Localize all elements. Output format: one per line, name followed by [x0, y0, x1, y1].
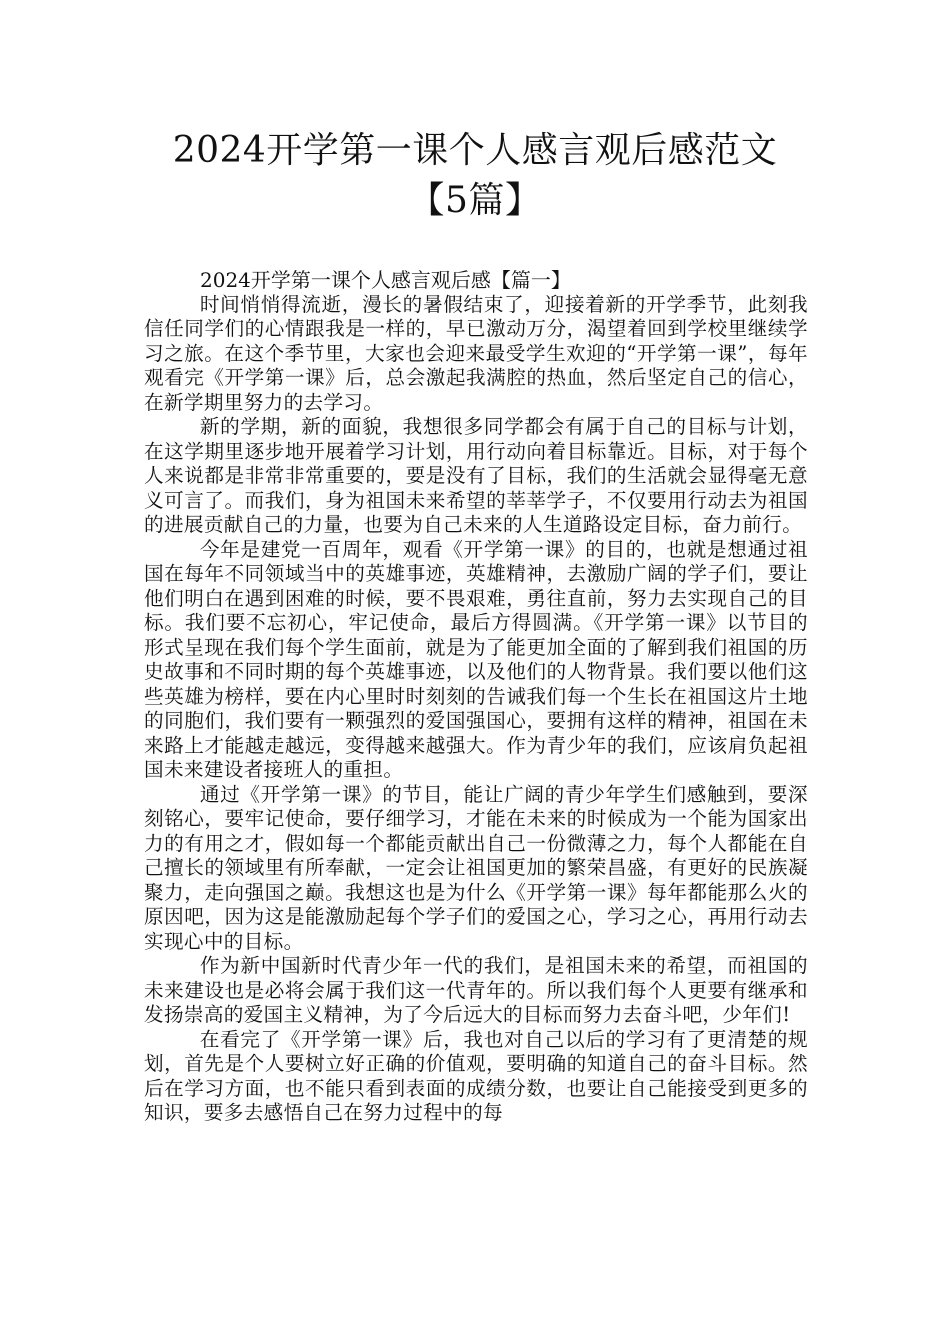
paragraph-3: 今年是建党一百周年，观看《开学第一课》的目的，也就是想通过祖国在每年不同领域当中的英雄事迹，英雄精神，去激励广阔的学子们，要让他们明白在遇到困难的时候，要不畏艰难，勇往直前，努力去实现自己的目标。我们要不忘初心，牢记使命，最后方得圆满。《开学第一课》以节目的形式呈现在我们每个学生面前，就是为了能更加全面的了解到我们祖国的历史故事和不同时期的每个英雄事迹，以及他们的人物背景。我们要以他们这些英雄为榜样，要在内心里时时刻刻的告诫我们每一个生长在祖国这片土地的同胞们，我们要有一颗强烈的爱国强国心，要拥有这样的精神，祖国在未来路上才能越走越远，变得越来越强大。作为青少年的我们，应该肩负起祖国未来建设者接班人的重担。 [144, 537, 808, 781]
document-title: 2024开学第一课个人感言观后感范文【5篇】 [172, 130, 778, 221]
document-body [144, 268, 808, 1126]
section-heading: 2024开学第一课个人感言观后感【篇一】 [200, 268, 571, 292]
paragraph-2: 新的学期，新的面貌，我想很多同学都会有属于自己的目标与计划，在这学期里逐步地开展着学习计划，用行动向着目标靠近。目标，对于每个人来说都是非常非常重要的，要是没有了目标，我们的生活就会显得毫无意义可言了。而我们，身为祖国未来希望的莘莘学子，不仅要用行动去为祖国的进展贡献自己的力量，也要为自己未来的人生道路设定目标，奋力前行。 [144, 415, 808, 536]
paragraph-1: 时间悄悄得流逝，漫长的暑假结束了，迎接着新的开学季节，此刻我信任同学们的心情跟我是一样的，早已激动万分，渴望着回到学校里继续学习之旅。在这个季节里，大家也会迎来最受学生欢迎的“开学第一课”，每年观看完《开学第一课》后，总会激起我满腔的热血，然后坚定自己的信心，在新学期里努力的去学习。 [144, 292, 808, 414]
paragraph-4: 通过《开学第一课》的节目，能让广阔的青少年学生们感触到，要深刻铭心，要牢记使命，要仔细学习，才能在未来的时候成为一个能为国家出力的有用之才，假如每一个都能贡献出自己一份微薄之力，每个人都能在自己擅长的领域里有所奉献，一定会让祖国更加的繁荣昌盛，有更好的民族凝聚力，走向强国之巅。我想这也是为什么《开学第一课》每年都能那么火的原因吧，因为这是能激励起每个学子们的爱国之心，学习之心，再用行动去实现心中的目标。 [144, 782, 808, 953]
paragraph-6: 在看完了《开学第一课》后，我也对自己以后的学习有了更清楚的规划，首先是个人要树立好正确的价值观，要明确的知道自己的奋斗目标。然后在学习方面，也不能只看到表面的成绩分数，也要让自己能接受到更多的知识，要多去感悟自己在努力过程中的每 [144, 1027, 808, 1124]
paragraph-5: 作为新中国新时代青少年一代的我们，是祖国未来的希望，而祖国的未来建设也是必将会属于我们这一代青年的。所以我们每个人更要有继承和发扬崇高的爱国主义精神，为了今后远大的目标而努力去奋斗吧，少年们! [144, 954, 808, 1026]
